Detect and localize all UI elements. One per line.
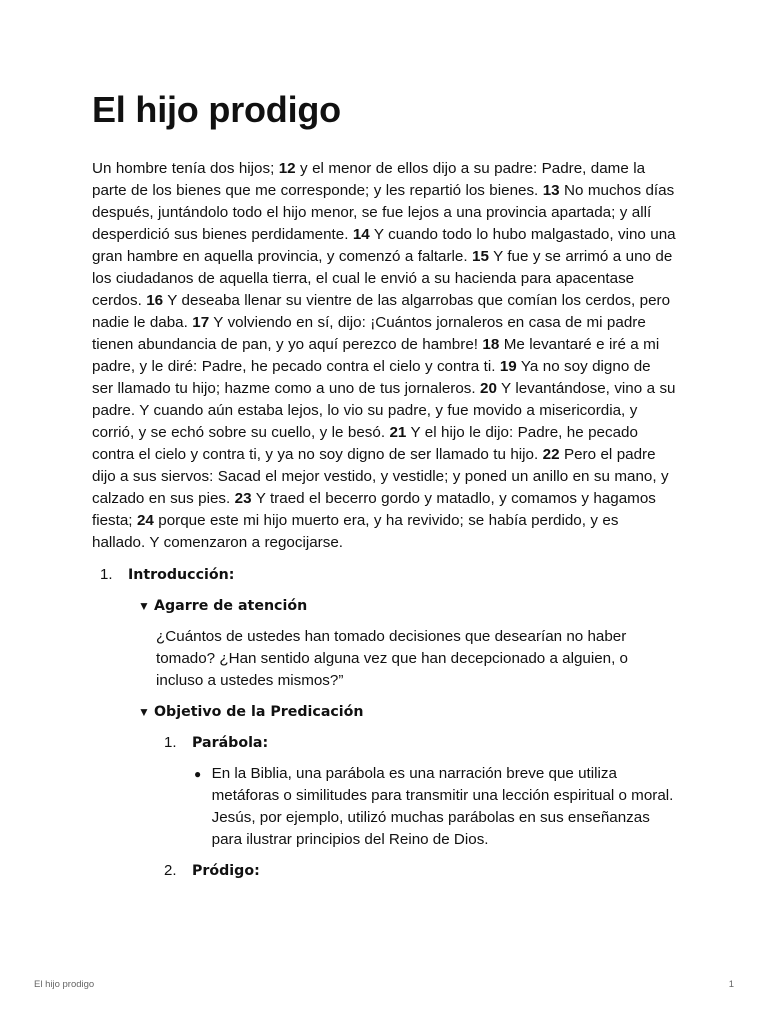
section-label: Parábola: — [192, 735, 269, 751]
sub-item-parabola — [164, 732, 676, 754]
verse-text: Pero el padre dijo a sus siervos: Sacad el mejor vestido, y vestidle; y poned un anillo en su mano, y calzado en sus pies. — [92, 446, 669, 507]
verse-text: Me levantaré e iré a mi padre, y le diré: Padre, he pecado contra el cielo y contra ti. — [92, 336, 660, 375]
toggle-agarre-de-atencion[interactable] — [138, 595, 676, 617]
section-label: Introducción: — [128, 567, 235, 583]
verse-text: Ya no soy digno de ser llamado tu hijo; hazme como a uno de tus jornaleros. — [92, 358, 651, 397]
verse-number: 17 — [192, 314, 210, 331]
toggle-label: Objetivo de la Predicación — [154, 704, 364, 720]
page-content — [92, 88, 676, 882]
verse-text: No muchos días después, juntándolo todo el hijo menor, se fue lejos a una provincia apartada; y allí desperdició sus bienes perdidamente. — [92, 182, 675, 243]
verse-number: 19 — [499, 358, 517, 375]
scripture-passage — [92, 158, 676, 554]
bullet-dot-icon: ● — [194, 767, 202, 781]
verse-text: porque este mi hijo muerto era, y ha revivido; se había perdido, y es hallado. Y comenzaron a regocijarse. — [92, 512, 619, 551]
verse-number: 12 — [278, 160, 296, 177]
verse-text: Y fue y se arrimó a uno de los ciudadanos de aquella tierra, el cual le envió a su hacienda para apacentase cerdos. — [92, 248, 673, 309]
toggle-objetivo-predicacion[interactable] — [138, 701, 676, 723]
verse-number: 18 — [482, 336, 500, 353]
bullet-text: En la Biblia, una parábola es una narración breve que utiliza metáforas o similitudes para transmitir una lección espiritual o moral. Jesús, por ejemplo, utilizó muchas parábolas en sus enseñanzas para ilustrar principios del Reino de Dios. — [211, 765, 674, 848]
verse-text: Un hombre tenía dos hijos; — [92, 160, 279, 177]
verse-text: Y volviendo en sí, dijo: ¡Cuántos jornaleros en casa de mi padre tienen abundancia de pan, y yo aquí perezco de hambre! — [92, 314, 646, 353]
page-title: El hijo prodigo — [92, 89, 341, 130]
footer-title: El hijo prodigo — [34, 979, 95, 990]
page-footer — [34, 979, 734, 990]
outline-item-introduccion — [100, 564, 676, 586]
list-number: 1. — [164, 734, 177, 751]
verse-number: 22 — [542, 446, 560, 463]
bullet-item — [194, 763, 676, 851]
outline-list — [100, 564, 676, 882]
section-label: Pródigo: — [192, 863, 260, 879]
verse-text: Y traed el becerro gordo y matadlo, y comamos y hagamos fiesta; — [92, 490, 656, 529]
verse-number: 13 — [542, 182, 560, 199]
verse-text: Y deseaba llenar su vientre de las algarrobas que comían los cerdos, pero nadie le daba. — [92, 292, 671, 331]
triangle-down-icon[interactable]: ▼ — [138, 599, 150, 613]
verse-text: y el menor de ellos dijo a su padre: Padre, dame la parte de los bienes que me corresponde; y les repartió los bienes. — [92, 160, 646, 199]
verse-number: 24 — [136, 512, 154, 529]
verse-text: Y el hijo le dijo: Padre, he pecado contra el cielo y contra ti, y ya no soy digno de ser llamado tu hijo. — [92, 424, 638, 463]
list-number: 1. — [100, 566, 113, 583]
verse-number: 16 — [146, 292, 164, 309]
verse-text: Y levantándose, vino a su padre. Y cuando aún estaba lejos, lo vio su padre, y fue movido a misericordia, y corrió, y se echó sobre su cuello, y le besó. — [92, 380, 676, 441]
verse-number: 20 — [480, 380, 497, 397]
triangle-down-icon[interactable]: ▼ — [138, 705, 150, 719]
verse-number: 15 — [472, 248, 489, 265]
sub-item-prodigo — [164, 860, 676, 882]
verse-number: 23 — [234, 490, 252, 507]
page-number: 1 — [728, 979, 734, 990]
verse-text: Y cuando todo lo hubo malgastado, vino una gran hambre en aquella provincia, y comenzó a faltarle. — [92, 226, 676, 265]
verse-number: 14 — [352, 226, 370, 243]
toggle-content-text: ¿Cuántos de ustedes han tomado decisiones que desearían no haber tomado? ¿Han sentido alguna vez que han decepcionado a alguien, o incluso a ustedes mismos?” — [156, 628, 629, 689]
verse-number: 21 — [389, 424, 407, 441]
list-number: 2. — [164, 862, 177, 879]
toggle-label: Agarre de atención — [154, 598, 308, 614]
